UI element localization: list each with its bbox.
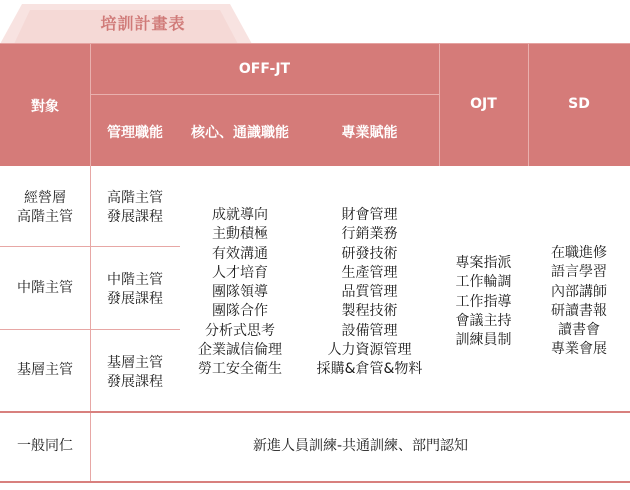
list-item: 專案指派 — [455, 255, 512, 271]
header-mgmt: 管理職能 — [107, 125, 163, 141]
title-tab — [0, 0, 630, 44]
row-label-mid: 中階主管 — [17, 280, 73, 296]
header-core: 核心、通識職能 — [191, 125, 289, 141]
core-list — [180, 206, 300, 380]
mgmt-cell-base — [90, 354, 180, 393]
list-item: 生產管理 — [341, 264, 398, 281]
table-header — [0, 44, 630, 166]
list-item: 企業誠信倫理 — [198, 342, 282, 359]
mgmt-cell-line: 高階主管 — [107, 190, 163, 206]
list-item: 成就導向 — [212, 207, 268, 223]
list-item: 專業會展 — [551, 341, 607, 358]
list-item: 會議主持 — [455, 312, 512, 329]
list-item: 有效溝通 — [212, 245, 268, 262]
list-item: 研讀書報 — [551, 302, 607, 319]
list-item: 主動積極 — [212, 226, 268, 243]
mgmt-cell-line: 中階主管 — [107, 272, 163, 288]
mgmt-cell-line: 基層主管 — [107, 355, 163, 371]
list-item: 設備管理 — [341, 322, 398, 339]
list-item: 財會管理 — [341, 207, 398, 223]
mgmt-cell-line: 發展課程 — [107, 291, 163, 308]
table-bottom-rule — [0, 481, 630, 483]
list-item: 分析式思考 — [205, 322, 275, 339]
header-offjt: OFF-JT — [238, 61, 291, 77]
list-item: 訓練員制 — [455, 332, 512, 349]
row-label-exec — [0, 189, 90, 228]
mgmt-cell-exec — [90, 189, 180, 228]
mgmt-cell-line: 發展課程 — [107, 374, 163, 391]
mgmt-cell-line: 發展課程 — [107, 209, 163, 226]
list-item: 勞工安全衛生 — [198, 361, 282, 378]
list-item: 製程技術 — [341, 303, 398, 320]
prof-list — [300, 206, 439, 380]
sd-list — [528, 244, 630, 360]
header-prof: 專業賦能 — [341, 125, 398, 141]
ojt-list — [439, 254, 528, 350]
row-label-base: 基層主管 — [17, 362, 73, 378]
list-item: 工作指導 — [455, 293, 512, 310]
list-item: 人才培育 — [212, 264, 268, 281]
general-row-text: 新進人員訓練-共通訓練、部門認知 — [252, 438, 469, 454]
list-item: 團隊領導 — [212, 284, 268, 301]
header-divider — [90, 94, 439, 95]
mgmt-cell-mid — [90, 271, 180, 310]
row-label-exec-line: 經營層 — [24, 190, 66, 206]
header-subject: 對象 — [31, 99, 59, 115]
list-item: 語言學習 — [551, 264, 607, 281]
list-item: 品質管理 — [341, 284, 398, 301]
row-divider — [0, 329, 90, 330]
list-item: 工作輪調 — [455, 274, 512, 291]
row-divider — [90, 329, 180, 330]
page-title: 培訓計畫表 — [100, 14, 186, 33]
row-divider — [0, 411, 630, 413]
list-item: 人力資源管理 — [327, 342, 412, 359]
list-item: 行銷業務 — [341, 226, 398, 243]
list-item: 研發技術 — [341, 245, 398, 262]
list-item: 讀書會 — [558, 322, 600, 339]
list-item: 在職進修 — [551, 245, 607, 261]
header-sd: SD — [568, 96, 590, 112]
row-divider — [90, 246, 180, 247]
row-divider — [0, 246, 90, 247]
row-label-exec-line: 高階主管 — [17, 209, 73, 226]
row-label-general: 一般同仁 — [17, 438, 73, 454]
list-item: 採購&倉管&物料 — [316, 361, 423, 378]
list-item: 內部講師 — [551, 283, 607, 300]
list-item: 團隊合作 — [212, 303, 268, 320]
header-ojt: OJT — [470, 96, 497, 112]
